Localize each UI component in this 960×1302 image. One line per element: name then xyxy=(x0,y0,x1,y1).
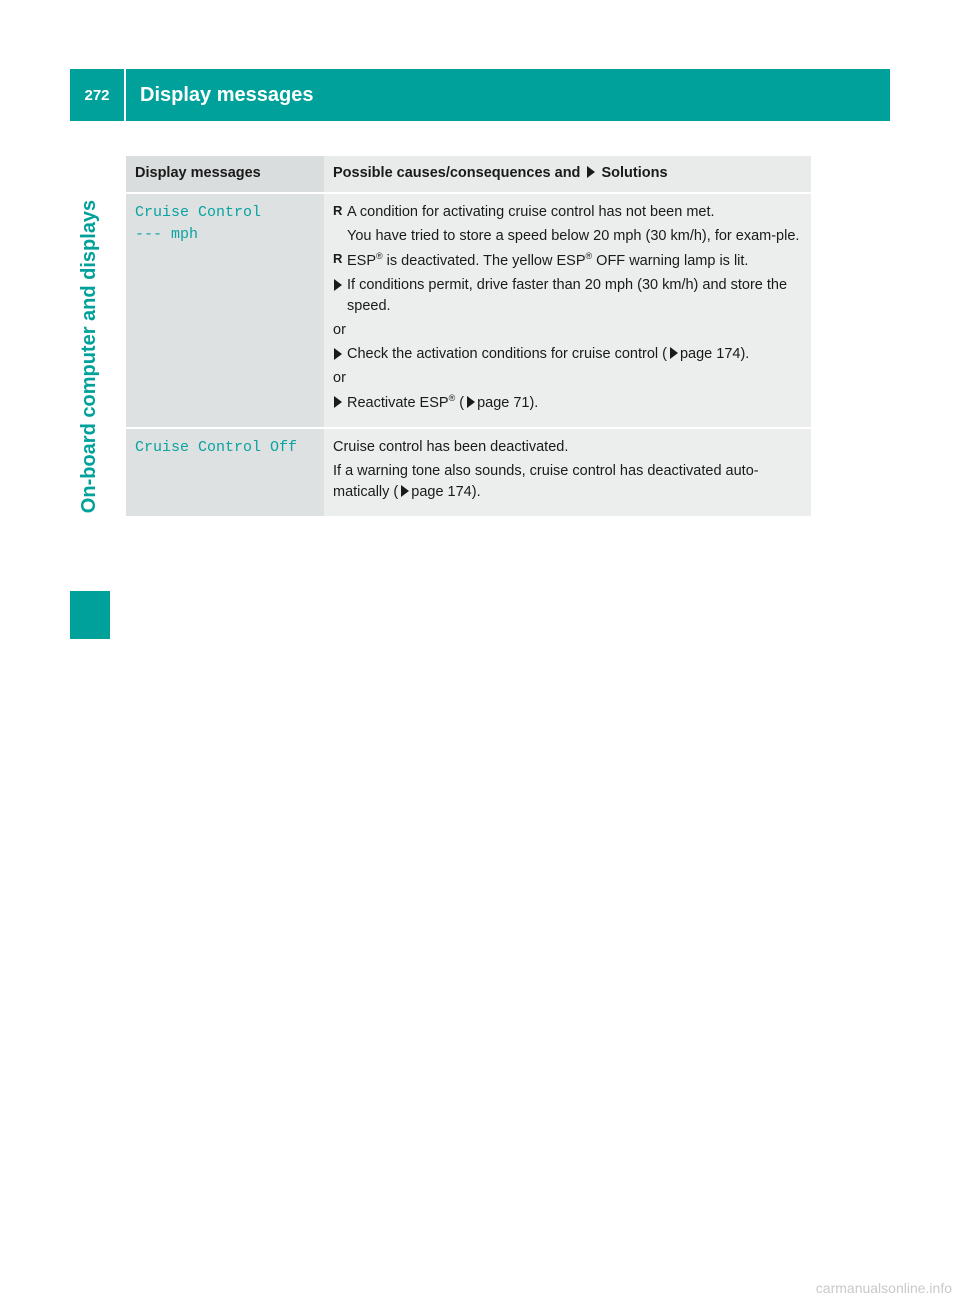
cause-detail xyxy=(333,226,802,247)
page-ref-arrow-icon xyxy=(401,485,409,497)
registered-mark: ® xyxy=(448,392,456,403)
consequence-text: If a warning tone also sounds, cruise control has deactivated auto-matically ( xyxy=(333,462,759,500)
table-row xyxy=(126,194,811,429)
table-row xyxy=(126,429,811,518)
page-ref-arrow-icon xyxy=(670,347,678,359)
display-message-line: Cruise Control Off xyxy=(135,438,298,456)
message-cell xyxy=(126,429,324,518)
watermark: carmanualsonline.info xyxy=(815,1280,952,1296)
bullet-mark: R xyxy=(333,251,343,267)
chapter-side-tab xyxy=(70,121,110,591)
or-separator: or xyxy=(333,369,346,386)
action-arrow-icon xyxy=(334,279,342,291)
page-ref-arrow-icon xyxy=(467,396,475,408)
column-header-solutions xyxy=(324,156,811,194)
registered-mark: ® xyxy=(376,251,383,262)
solution-text: If conditions permit, drive faster than 20 mph (30 km/h) and store the speed. xyxy=(347,276,788,314)
cause-detail-text: You have tried to store a speed below 20 mph (30 km/h), for exam-ple. xyxy=(347,228,800,245)
message-cell xyxy=(126,194,324,429)
solution-step xyxy=(333,275,802,317)
solution-cell xyxy=(324,429,811,518)
display-messages-table xyxy=(126,156,811,518)
page-reference-link[interactable]: page 174). xyxy=(679,345,750,362)
solution-step xyxy=(333,344,802,365)
display-message-line: --- mph xyxy=(135,225,199,243)
solution-text: ( xyxy=(455,394,465,411)
page-reference-link[interactable]: page 174). xyxy=(411,483,481,500)
cause-text: OFF warning lamp is lit. xyxy=(592,252,749,269)
or-separator: or xyxy=(333,321,346,338)
cause-text: A condition for activating cruise control has not been met. xyxy=(347,204,715,221)
cause-text: is deactivated. The yellow ESP xyxy=(382,252,586,269)
cause-bullet xyxy=(333,202,802,223)
cause-bullet xyxy=(333,250,802,272)
solution-cell xyxy=(324,194,811,429)
registered-mark: ® xyxy=(585,251,593,262)
display-message-line: Cruise Control xyxy=(135,204,262,222)
page-reference-link[interactable]: page 71). xyxy=(477,394,539,411)
action-arrow-icon xyxy=(587,166,595,178)
consequence-paragraph xyxy=(333,461,802,503)
solution-step xyxy=(333,392,802,414)
action-arrow-icon xyxy=(334,348,342,360)
bullet-mark: R xyxy=(333,203,343,219)
column-header-messages: Display messages xyxy=(126,156,324,194)
table-header-row xyxy=(126,156,811,194)
solution-text: Reactivate ESP xyxy=(347,394,449,411)
column-header-solutions-label: Solutions xyxy=(601,165,668,181)
page-number: 272 xyxy=(70,69,126,121)
chapter-marker-block xyxy=(70,591,110,639)
action-arrow-icon xyxy=(334,396,342,408)
solution-text: Check the activation conditions for cruise control ( xyxy=(347,345,667,362)
page-header xyxy=(70,69,890,121)
column-header-solutions-text: Possible causes/consequences and xyxy=(333,165,581,181)
cause-text: ESP xyxy=(347,252,377,269)
chapter-label: On-board computer and displays xyxy=(78,199,101,513)
consequence-text: Cruise control has been deactivated. xyxy=(333,438,569,455)
page-title: Display messages xyxy=(140,83,314,106)
